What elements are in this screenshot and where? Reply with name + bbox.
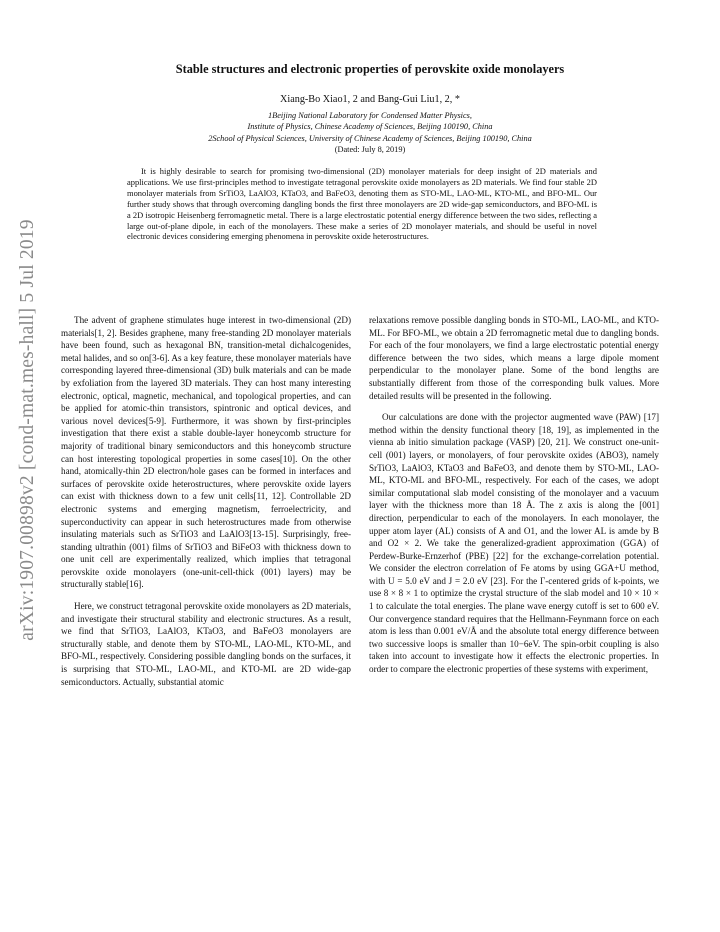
paragraph: The advent of graphene stimulates huge interest in two-dimensional (2D) materials[1, 2]. Besides graphene, many free-standing 2D monolayer materials have been found, such as hexagonal BN, transition-metal dichalcogenides, metal halides, and so on[3-6]. As a key feature, these monolayer materials have corresponding layered three-dimensional (3D) bulk materials and can be made by exfoliation from the layered 3D materials. They can host many interesting electronic, optical, magnetic, mechanical, and topological properties, and can be applied for atomic-thin transistors, spintronic and optical devices, and various novel devices[5-9]. Furthermore, it was shown by first-principles investigation that there exist a stable double-layer honeycomb structure for majority of traditional binary semiconductors and this honeycomb structure can host interesting topological properties in some cases[10]. On the other hand, atomically-thin 2D electron/hole gases can be formed in interfaces and surfaces of perovskite oxide heterostructures, where perovskite oxide layers can exist with thickness down to a few unit cells[11, 12]. Controllable 2D electronic systems and emerging magnetism, ferroelectricity, and superconductivity can appear in such heterostructures made from otherwise insulating materials such as SrTiO3 and LaAlO3[13-15]. Surprisingly, free-standing ultrathin (001) films of SrTiO3 and BiFeO3 with thickness down to one unit cell are experimentally realized, which implies that tetragonal perovskite oxide monolayers (one-unit-cell-thick (001) layers) may be structurally stable[16].	[61, 315, 351, 590]
date-line: (Dated: July 8, 2019)	[334, 145, 406, 155]
arxiv-stamp	[6, 210, 50, 650]
paper-title: Stable structures and electronic properties of perovskite oxide monolayers	[175, 62, 565, 76]
affiliations	[60, 110, 680, 156]
right-column	[369, 314, 659, 685]
paragraph: Our calculations are done with the projector augmented wave (PAW) [17] method within the density functional theory [18, 19], as implemented in the vienna ab initio simulation package (VASP) [20, 21]. We construct one-unit-cell (001) layers, or monolayers, of four perovskite oxides (ABO3), namely SrTiO3, LaAlO3, KTaO3 and BaFeO3, and denote them by STO-ML, LAO-ML, KTO-ML and BFO-ML, respectively. For each of the cases, we adopt similar computational slab model consisting of the monolayer and a vacuum layer with the thickness more than 18 Å. The z axis is along the [001] direction, perpendicular to each of the monolayers. In each monolayer, the upper atom layer (AL) consists of A and O1, and the lower AL is amde by B and O2 × 2. We take the generalized-gradient approximation (GGA) of Perdew-Burke-Ernzerhof (PBE) [22] for the exchange-correlation potential. We consider the electron correlation of Fe atoms by using GGA+U method, with U = 5.0 eV and J = 2.0 eV [23]. For the Γ-centered grids of k-points, we use 8 × 8 × 1 to optimize the crystal structure of the slab model and 10 × 10 × 1 to calculate the total energies. The plane wave energy cutoff is set to 600 eV. Our convergence standard requires that the Hellmann-Feynmann force on each atom is less than 0.001 eV/Å and the absolute total energy difference between two successive loops is smaller than 10−6eV. The spin-orbit coupling is also taken into account to investigate how it effects the electronic properties. In order to compare the electronic properties of these systems with experiment,	[369, 412, 659, 675]
paragraph: relaxations remove possible dangling bonds in STO-ML, LAO-ML, and KTO-ML. For BFO-ML, we obtain a 2D ferromagnetic metal due to dangling bonds. For each of the four monolayers, we find a large electrostatic potential energy difference between the two sides, which means a large dipole moment perpendicular to the monolayer plane. Some of the bond lengths are substantially different from those of the corresponding bulk values. More detailed results will be presented in the following.	[369, 315, 659, 401]
affiliation-line: Institute of Physics, Chinese Academy of Sciences, Beijing 100190, China	[247, 122, 493, 132]
affiliation-line: 2School of Physical Sciences, University of Chinese Academy of Sciences, Beijing 100190, China	[208, 133, 532, 143]
paragraph: Here, we construct tetragonal perovskite oxide monolayers as 2D materials, and investigate their structural stability and electronic structures. As a result, we find that SrTiO3, LaAlO3, KTaO3, and BaFeO3 monolayers are structurally stable, and denote them by STO-ML, LAO-ML, KTO-ML, and BFO-ML, respectively. Considering possible dangling bonds on the surfaces, it is surprising that STO-ML, LAO-ML, and KTO-ML are 2D wide-gap semiconductors. Actually, substantial atomic	[61, 601, 351, 687]
abstract: It is highly desirable to search for promising two-dimensional (2D) monolayer materials for deep insight of 2D materials and applications. We use first-principles method to investigate tetragonal perovskite oxide monolayers as 2D materials. We find four stable 2D monolayer materials from SrTiO3, LaAlO3, KTaO3, and BaFeO3, denoting them as STO-ML, LAO-ML, KTO-ML, and BFO-ML. Our further study shows that through overcoming dangling bonds the first three monolayers are 2D wide-gap semiconductors, and BFO-ML is a 2D isotropic Heisenberg ferromagnetic metal. There is a large electrostatic potential energy difference between the two sides, reflecting a large out-of-plane dipole, in each of the monolayers. These make a series of 2D monolayer materials, and should be useful in novel electronic devices considering emerging phenomena in perovskite oxide heterostructures.	[127, 166, 597, 242]
arxiv-stamp-text: arXiv:1907.00898v2 [cond-mat.mes-hall] 5 Jul 2019	[17, 219, 38, 641]
affiliation-line: 1Beijing National Laboratory for Condensed Matter Physics,	[268, 111, 472, 120]
authors: Xiang-Bo Xiao1, 2 and Bang-Gui Liu1, 2, *	[280, 94, 460, 105]
left-column	[61, 314, 351, 697]
